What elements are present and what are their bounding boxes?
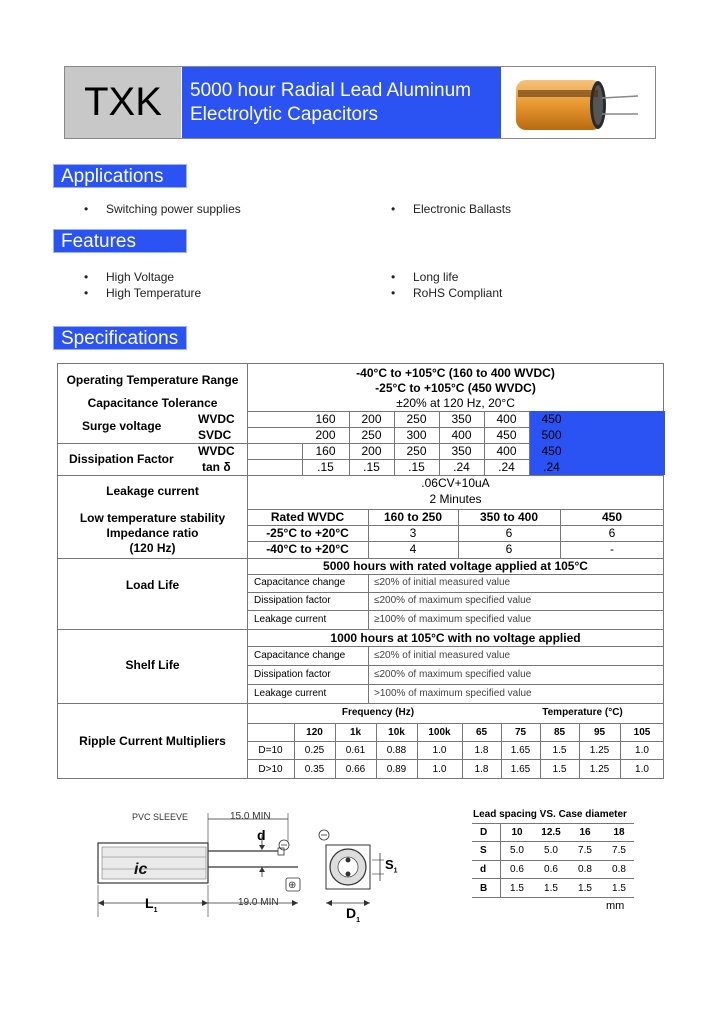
ripple-cell: 0.66 xyxy=(345,764,366,775)
load-life-value: ≥100% of maximum specified value xyxy=(374,614,532,625)
ripple-cell: 1.65 xyxy=(510,745,531,756)
surge-svdc-cell: 400 xyxy=(451,428,472,442)
shelf-life-value: ≤200% of maximum specified value xyxy=(374,669,532,680)
df-wvdc-cell: 200 xyxy=(361,444,382,458)
ripple-cell: 1.0 xyxy=(635,764,649,775)
ls-cell: 0.8 xyxy=(612,864,626,875)
surge-wvdc-label: WVDC xyxy=(198,412,235,426)
df-wvdc-cell: 250 xyxy=(406,444,427,458)
dissipation-wvdc-label: WVDC xyxy=(198,444,235,458)
ripple-col: 65 xyxy=(475,727,488,738)
dissipation-tan-label: tan δ xyxy=(202,460,231,474)
df-tan-cell: .24 xyxy=(498,460,515,474)
load-life-value: ≤20% of initial measured value xyxy=(374,577,511,588)
leakage-label: Leakage current xyxy=(106,484,199,498)
ripple-col: 120 xyxy=(306,727,323,738)
op-temp-value-1: -40°C to +105°C (160 to 400 WVDC) xyxy=(356,366,555,380)
df-wvdc-cell: 400 xyxy=(496,444,517,458)
ripple-cell: 1.25 xyxy=(589,745,610,756)
lt-header: 160 to 250 xyxy=(383,510,443,524)
load-life-label: Load Life xyxy=(125,578,180,592)
feature-item: • Long life xyxy=(391,270,459,284)
application-item: • Electronic Ballasts xyxy=(391,202,512,216)
bullet-icon: • xyxy=(391,286,396,300)
load-life-param: Capacitance change xyxy=(254,577,346,588)
cap-tol-value: ±20% at 120 Hz, 20°C xyxy=(396,396,515,410)
ripple-label: Ripple Current Multipliers xyxy=(79,734,226,748)
ripple-cell: 0.61 xyxy=(345,745,366,756)
surge-wvdc-cell: 350 xyxy=(451,412,472,426)
shelf-life-label: Shelf Life xyxy=(125,658,180,672)
application-item: • Switching power supplies xyxy=(84,202,241,216)
lt-header: 350 to 400 xyxy=(479,510,539,524)
leakage-value-1: .06CV+10uA xyxy=(421,476,490,490)
surge-label: Surge voltage xyxy=(82,419,162,433)
lt-cell: 6 xyxy=(505,526,513,540)
ripple-cell: 0.88 xyxy=(386,745,407,756)
ls-cell: 7.5 xyxy=(612,845,626,856)
df-tan-cell: .15 xyxy=(317,460,334,474)
df-tan-cell: .24 xyxy=(453,460,470,474)
ripple-freq-label: Frequency (Hz) xyxy=(341,707,415,718)
applications-heading: Applications xyxy=(53,164,187,188)
length-label: $L_1$ xyxy=(145,895,158,914)
lead-spacing-label: $S_1$ xyxy=(385,857,398,875)
ls-cell: 0.8 xyxy=(578,864,592,875)
ls-cell: 0.6 xyxy=(510,864,524,875)
product-title xyxy=(182,67,501,138)
ls-header: 12.5 xyxy=(541,827,561,838)
bullet-icon: • xyxy=(84,286,89,300)
series-code: TXK xyxy=(65,67,181,138)
features-heading: Features xyxy=(53,229,187,253)
ripple-col: 105 xyxy=(633,727,651,738)
plus-icon: ⊕ xyxy=(288,880,297,891)
ripple-cell: 1.5 xyxy=(552,745,567,756)
ripple-col: 85 xyxy=(553,727,566,738)
ls-row-label: S xyxy=(480,845,487,856)
feature-item: • RoHS Compliant xyxy=(391,286,503,300)
df-tan-cell: .15 xyxy=(408,460,425,474)
ls-header: 16 xyxy=(579,827,591,838)
product-title-line1: 5000 hour Radial Lead Aluminum xyxy=(190,80,471,101)
specifications-heading: Specifications xyxy=(53,326,187,350)
load-life-header: 5000 hours with rated voltage applied at 105°C xyxy=(323,559,588,573)
ripple-cell: 1.0 xyxy=(432,745,447,756)
ls-cell: 7.5 xyxy=(578,845,592,856)
ripple-col: 75 xyxy=(514,727,527,738)
lead-spacing-table xyxy=(472,823,634,898)
load-life-value: ≤200% of maximum specified value xyxy=(374,595,532,606)
ripple-col: 95 xyxy=(593,727,606,738)
impedance-ratio-label: Impedance ratio xyxy=(106,526,199,540)
surge-svdc-label: SVDC xyxy=(198,428,232,442)
ls-cell: 5.0 xyxy=(510,845,524,856)
leakage-value-2: 2 Minutes xyxy=(429,492,482,506)
ripple-col: 100k xyxy=(428,727,451,738)
surge-wvdc-cell: 200 xyxy=(361,412,382,426)
shelf-life-header: 1000 hours at 105°C with no voltage applied xyxy=(330,631,581,645)
lead-spacing-title: Lead spacing VS. Case diameter xyxy=(473,809,627,820)
specifications-table xyxy=(57,363,664,779)
bottom-dimension-label: 19.0 MIN xyxy=(238,897,279,908)
df-wvdc-cell: 160 xyxy=(315,444,336,458)
dissipation-label: Dissipation Factor xyxy=(69,452,174,466)
shelf-life-value: >100% of maximum specified value xyxy=(374,688,532,699)
ripple-cell: 0.25 xyxy=(304,745,325,756)
lt-cell: 6 xyxy=(505,542,513,556)
ripple-cell: 1.8 xyxy=(474,764,489,775)
ripple-cell: 0.35 xyxy=(304,764,325,775)
ls-cell: 1.5 xyxy=(612,883,626,894)
pvc-sleeve-fill xyxy=(102,847,206,879)
bullet-icon: • xyxy=(391,202,396,216)
ripple-cell: 0.89 xyxy=(386,764,407,775)
ripple-cell: 1.65 xyxy=(510,764,531,775)
ls-header: 18 xyxy=(613,827,625,838)
lt-cell: 4 xyxy=(409,542,417,556)
lt-cell: 6 xyxy=(608,526,616,540)
bullet-icon: • xyxy=(84,202,89,216)
lt-header: Rated WVDC xyxy=(270,510,345,524)
op-temp-value-2: -25°C to +105°C (450 WVDC) xyxy=(375,381,536,395)
shelf-life-value: ≤20% of initial measured value xyxy=(374,650,511,661)
shelf-life-param: Dissipation factor xyxy=(254,669,331,680)
ic-logo: ic xyxy=(134,861,148,878)
ripple-temp-label: Temperature (°C) xyxy=(542,707,623,718)
lt-range: -40°C to +20°C xyxy=(266,542,349,556)
bullet-icon: • xyxy=(84,270,89,284)
surge-svdc-cell: 300 xyxy=(406,428,427,442)
low-temp-label: Low temperature stability xyxy=(79,511,226,525)
units-label: mm xyxy=(606,900,625,912)
ripple-cell: 1.0 xyxy=(432,764,447,775)
surge-wvdc-cell: 160 xyxy=(315,412,336,426)
ls-header: 10 xyxy=(511,827,523,838)
product-title-line2: Electrolytic Capacitors xyxy=(190,104,378,125)
surge-wvdc-cell: 250 xyxy=(406,412,427,426)
ls-row-label: d xyxy=(480,864,487,875)
capacitor-photo xyxy=(506,70,646,134)
surge-svdc-cell: 250 xyxy=(361,428,382,442)
ripple-col: 1k xyxy=(349,727,362,738)
df-wvdc-cell: 350 xyxy=(451,444,472,458)
ripple-col: 10k xyxy=(388,727,405,738)
lt-cell: - xyxy=(610,542,614,556)
ripple-cell: 1.5 xyxy=(552,764,567,775)
ls-cell: 1.5 xyxy=(544,883,558,894)
op-temp-label: Operating Temperature Range xyxy=(66,373,239,387)
cap-tol-label: Capacitance Tolerance xyxy=(87,396,218,410)
ripple-row-label: D=10 xyxy=(258,745,283,756)
shelf-life-param: Leakage current xyxy=(254,688,327,699)
impedance-freq-label: (120 Hz) xyxy=(129,541,176,555)
load-life-param: Dissipation factor xyxy=(254,595,331,606)
ls-cell: 0.6 xyxy=(544,864,558,875)
case-diameter-label: $D_1$ xyxy=(346,905,361,924)
df-wvdc-cell: 450 xyxy=(541,444,562,458)
df-tan-cell: .15 xyxy=(363,460,380,474)
feature-item: • High Voltage xyxy=(84,270,175,284)
shelf-life-param: Capacitance change xyxy=(254,650,346,661)
load-life-param: Leakage current xyxy=(254,614,327,625)
ls-cell: 5.0 xyxy=(544,845,558,856)
lead-diameter-label: d xyxy=(257,827,266,843)
surge-svdc-cell: 450 xyxy=(496,428,517,442)
lt-range: -25°C to +20°C xyxy=(266,526,349,540)
ripple-cell: 1.25 xyxy=(589,764,610,775)
surge-wvdc-cell: 400 xyxy=(496,412,517,426)
ls-header-label: D xyxy=(480,827,488,838)
surge-wvdc-cell: 450 xyxy=(541,412,562,426)
surge-svdc-cell: 500 xyxy=(541,428,562,442)
ripple-row-label: D>10 xyxy=(258,764,283,775)
ls-cell: 1.5 xyxy=(578,883,592,894)
surge-svdc-cell: 200 xyxy=(315,428,336,442)
top-dimension-label: 15.0 MIN xyxy=(230,811,271,822)
bullet-icon: • xyxy=(391,270,396,284)
df-tan-cell: .24 xyxy=(543,460,560,474)
ls-cell: 1.5 xyxy=(510,883,524,894)
lt-header: 450 xyxy=(601,510,623,524)
ls-row-label: B xyxy=(480,883,488,894)
feature-item: • High Temperature xyxy=(84,286,202,300)
ripple-cell: 1.0 xyxy=(635,745,649,756)
ripple-cell: 1.8 xyxy=(474,745,489,756)
lt-cell: 3 xyxy=(409,526,417,540)
pvc-sleeve-label: PVC SLEEVE xyxy=(132,812,189,822)
